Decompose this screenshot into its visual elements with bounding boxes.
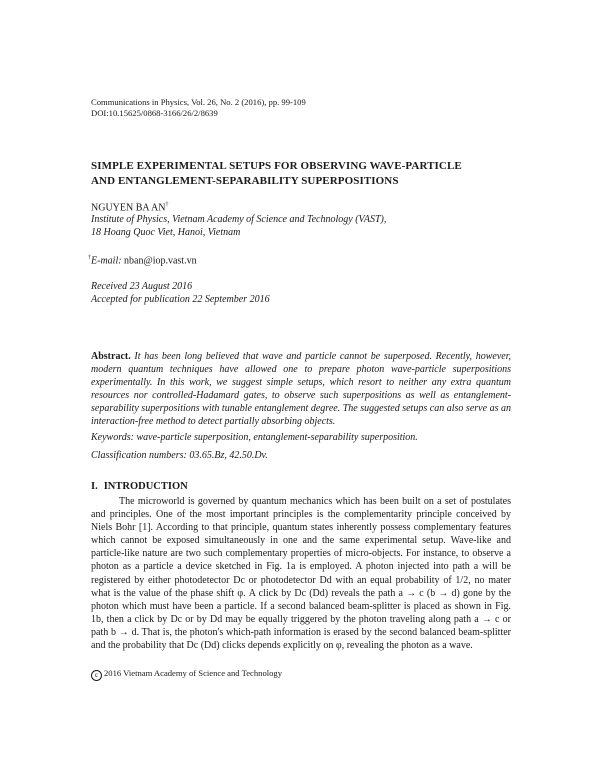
affiliation-line-2: 18 Hoang Quoc Viet, Hanoi, Vietnam [91,227,241,238]
email-label: E-mail: [91,255,122,267]
title-line-1: SIMPLE EXPERIMENTAL SETUPS FOR OBSERVING WAVE-PARTICLE [91,160,462,172]
copyright-symbol: c [91,670,102,681]
keywords: Keywords: wave-particle superposition, entanglement-separability superposition. [91,432,418,443]
paper-title [91,159,521,189]
email-mark: † [88,255,91,261]
journal-header [91,97,306,119]
section-number: I. [91,481,98,492]
journal-citation: Communications in Physics, Vol. 26, No. 2 (2016), pp. 99-109 [91,97,306,107]
journal-doi: DOI:10.15625/0868-3166/26/2/8639 [91,108,218,118]
copyright-text: 2016 Vietnam Academy of Science and Technology [104,668,283,678]
copyright-footer [91,668,282,681]
introduction-paragraph: The microworld is governed by quantum mechanics which has been built on a set of postulates and principles. One of the most important principles is the complementarity principle conceived by Niels Bohr [1]. According to that principle, quantum states inherently possess complementary features which cannot be exposed simultaneously in one and the same experimental setup. Wave-like and particle-like nature are two such complementary properties of micro-objects. For instance, to observe a photon as a particle a device sketched in Fig. 1a is employed. A photon injected into path a will be registered by either photodetector Dc or photodetector Dd with an equal probability of 1/2, no mater what is the value of the phase shift φ. A click by Dc (Dd) reveals the path a → c (b → d) gone by the photon which must have been a particle. If a second balanced beam-splitter is placed as shown in Fig. 1b, then a click by Dc or by Dd may be equally triggered by the photon traveling along path a → c or path b → d. That is, the photon's which-path information is erased by the second balanced beam-splitter and the probability that Dc (Dd) clicks depends explicitly on φ, revealing the photon as a wave. [91,496,511,652]
title-line-2: AND ENTANGLEMENT-SEPARABILITY SUPERPOSITIONS [91,175,399,187]
author-mark: † [165,202,169,208]
section-heading [91,480,188,493]
received-date: Received 23 August 2016 [91,281,193,292]
abstract-label: Abstract. [91,351,131,362]
affiliation-line-1: Institute of Physics, Vietnam Academy of Science and Technology (VAST), [91,214,387,225]
abstract-text: It has been long believed that wave and particle cannot be superposed. Recently, however, modern quantum techniques have allowed one to prepare photon wave-particle superpositions experimentally. In this work, we suggest simple setups, which resort to neither any extra quantum resources nor controlled-Hadamard gates, to observe such superpositions as well as entanglement-separability superpositions with tunable entanglement degree. The suggested setups can also serve as an interaction-free method to detect partially absorbing objects. [91,351,512,427]
author-name-text: NGUYEN BA AN [91,202,166,214]
article-dates [91,280,270,306]
accepted-date: Accepted for publication 22 September 2016 [91,294,270,305]
classification-numbers: Classification numbers: 03.65.Bz, 42.50.Dv. [91,450,268,461]
abstract-block [91,350,511,428]
author-affiliation [91,213,386,239]
section-title: INTRODUCTION [103,481,188,492]
author-email [88,252,197,267]
email-address[interactable]: nban@iop.vast.vn [124,255,197,267]
